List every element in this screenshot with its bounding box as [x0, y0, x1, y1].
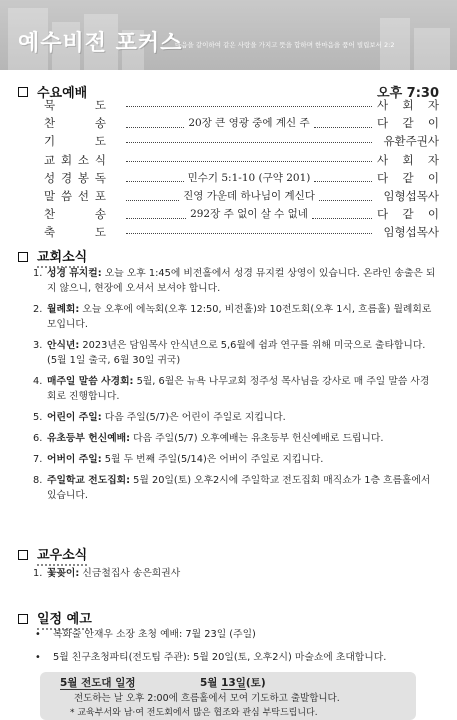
- checkbox-square-icon: [18, 252, 28, 262]
- outreach-date: 5월 13일(토): [200, 677, 266, 689]
- worship-leader: 유환주권사: [383, 134, 439, 149]
- worship-leader: 다 같 이: [377, 207, 439, 222]
- list-item: 3. 안식년: 2023년은 담임목사 안식년으로 5,6월에 쉼과 연구를 위해 미국으로 출타합니다. (5월 1일 출국, 6월 30일 귀국): [33, 340, 426, 366]
- checkbox-square-icon: [18, 614, 28, 624]
- worship-content: 20장 큰 영광 중에 계신 주: [124, 115, 374, 130]
- banner-verse: 마음을 같이하여 같은 사랑을 가지고 뜻을 합하며 한마음을 품어 빌립보서 2:2: [175, 41, 395, 49]
- list-item: 1. 꽃꽂이: 신금철집사 송은희권사: [33, 568, 181, 579]
- outreach-box: [40, 672, 416, 720]
- list-item: 2. 월례회: 오늘 오후에 에녹회(오후 12:50, 비전홀)와 10전도회(오후 1시, 흐름홀) 월례회로 모입니다.: [33, 304, 432, 330]
- worship-row: [44, 206, 439, 224]
- list-item: 1. 성경 뮤지컬: 오늘 오후 1:45에 비전홀에서 성경 뮤지컬 상영이 있습니다. 온라인 송출은 되지 않으니, 현장에 오셔서 보셔야 합니다.: [33, 268, 436, 294]
- banner-title: 예수비전 포커스: [18, 31, 183, 56]
- worship-item: 말 씀 선 포: [44, 189, 106, 203]
- outreach-note: * 교육부서와 남·여 전도회에서 많은 협조와 관심 부탁드립니다.: [70, 708, 318, 718]
- members-section-heading: [18, 544, 457, 566]
- list-item: 8. 주일학교 전도집회: 5월 20일(토) 오후2시에 주일학교 전도집회 매직쇼가 1층 흐름홀에서 있습니다.: [33, 475, 431, 501]
- worship-content: [124, 224, 374, 234]
- building-graphic: [414, 28, 450, 70]
- worship-content: [124, 97, 374, 107]
- schedule-list: [33, 627, 443, 673]
- worship-item: 찬 송: [44, 207, 106, 222]
- list-item: • 5월 친구초청파티(전도팀 주관): 5월 20일(토, 오후2시) 마술쇼에 초대합니다.: [33, 650, 443, 665]
- worship-content: [124, 152, 374, 162]
- list-item: 6. 유초등부 헌신예배: 다음 주일(5/7) 오후예배는 유초등부 헌신예배로 드립니다.: [33, 433, 384, 444]
- worship-row: [44, 224, 439, 242]
- worship-row: [44, 188, 439, 206]
- worship-leader: 임형섭목사: [383, 225, 439, 240]
- worship-leader: 사 회 자: [377, 98, 439, 112]
- worship-content: [124, 133, 374, 143]
- worship-item: 기 도: [44, 134, 106, 149]
- worship-item: 묵 도: [44, 98, 106, 112]
- worship-item: 성 경 봉 독: [44, 170, 106, 185]
- worship-content: 292장 주 없이 살 수 없네: [124, 206, 374, 221]
- section-title: 교우소식: [37, 544, 87, 566]
- worship-leader: 다 같 이: [377, 170, 439, 185]
- worship-content: 진영 가운데 하나님이 계신다: [124, 188, 374, 203]
- worship-leader: 임형섭목사: [383, 189, 439, 203]
- worship-item: 교 회 소 식: [44, 152, 106, 167]
- worship-content: 민수기 5:1-10 (구약 201): [124, 170, 374, 185]
- checkbox-square-icon: [18, 550, 28, 560]
- worship-row: [44, 133, 439, 151]
- outreach-line: 전도하는 날 오후 2:00에 흐름홀에서 모여 기도하고 출발합니다.: [74, 693, 340, 704]
- outreach-title: 5월 전도대 일정: [60, 677, 136, 689]
- worship-row: [44, 152, 439, 170]
- worship-item: 찬 송: [44, 116, 106, 131]
- worship-leader: 사 회 자: [377, 152, 439, 167]
- worship-time: 오후 7:30: [377, 86, 439, 101]
- worship-item: 축 도: [44, 225, 106, 240]
- section-title: 일정 예고: [37, 608, 92, 630]
- worship-row: [44, 115, 439, 133]
- checkbox-square-icon: [18, 87, 28, 97]
- section-title: 수요예배: [37, 86, 88, 101]
- news-list: [33, 266, 438, 509]
- header-banner: [0, 0, 457, 70]
- worship-row: [44, 170, 439, 188]
- list-item: 5. 어린이 주일: 다음 주일(5/7)은 어린이 주일로 지킵니다.: [33, 412, 286, 423]
- list-item: • 복화술 안재우 소장 초청 예배: 7월 23일 (주일): [33, 627, 443, 642]
- news-section-heading: [18, 246, 457, 268]
- worship-leader: 다 같 이: [377, 116, 439, 131]
- list-item: 4. 매주일 말씀 사경회: 5월, 6월은 뉴욕 나무교회 정주성 목사님을 강사로 매 주일 말씀 사경회로 진행합니다.: [33, 376, 430, 402]
- section-title: 교회소식: [37, 246, 87, 268]
- worship-row: [44, 97, 439, 115]
- list-item: 7. 어버이 주일: 5월 두 번째 주일(5/14)은 어버이 주일로 지킵니다.: [33, 454, 324, 465]
- members-list: [33, 566, 438, 587]
